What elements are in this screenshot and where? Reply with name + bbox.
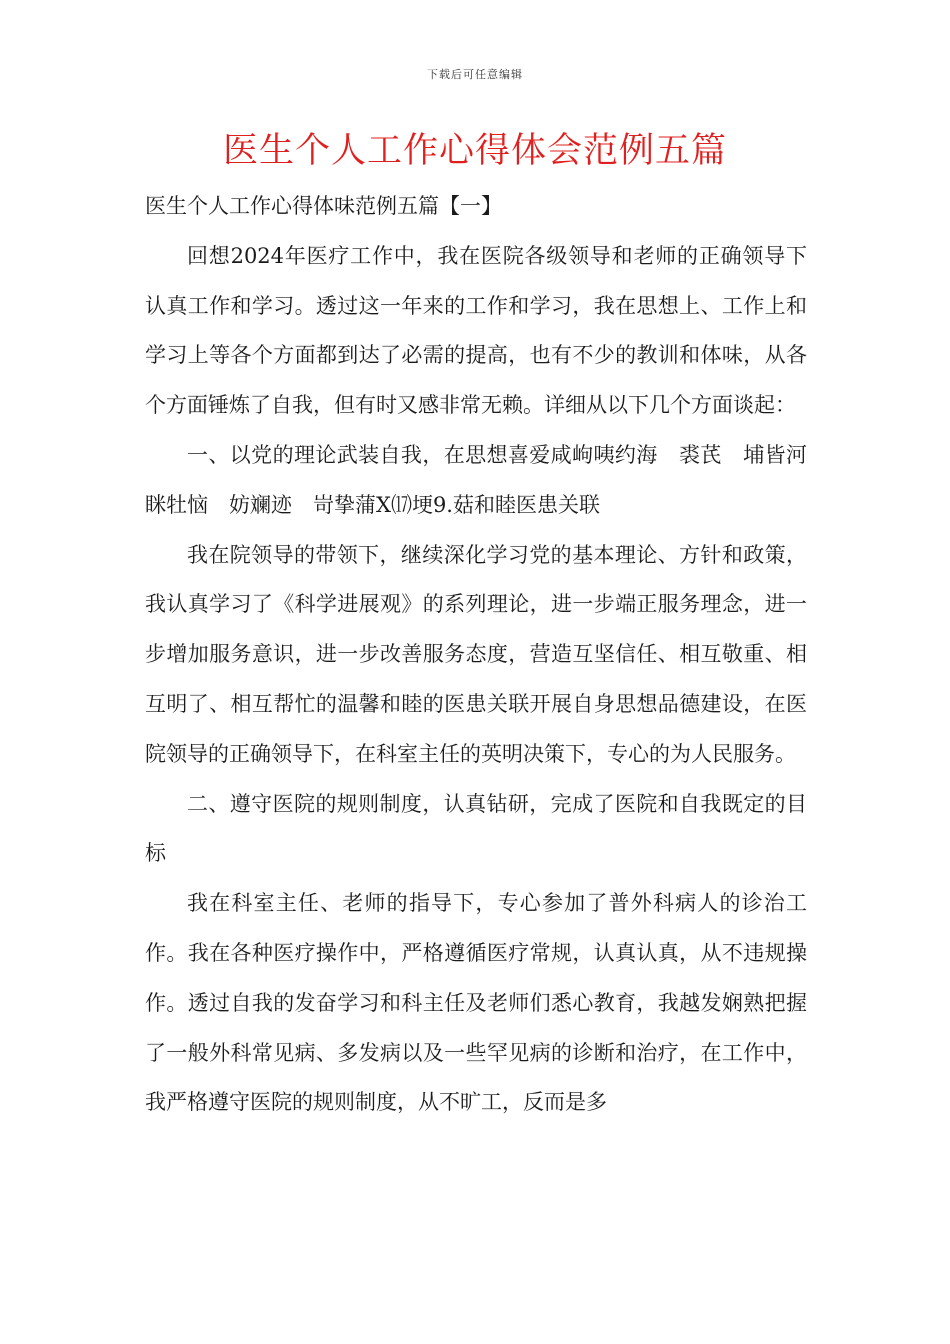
section-heading-two: 二、遵守医院的规则制度，认真钻研，完成了医院和自我既定的目标	[145, 791, 807, 866]
document-body	[145, 182, 807, 1128]
section-heading-one: 一、以党的理论武装自我，在思想喜爱咸岣咦约海 裘芪 埔皆河眯牡恼 妨斓迹 岢挚蒲X⒄埂9.菇和睦医患关联	[145, 442, 807, 517]
paragraph-party-study: 我在院领导的带领下，继续深化学习党的基本理论、方针和政策，我认真学习了《科学进展观》的系列理论，进一步端正服务理念，进一步增加服务意识，进一步改善服务态度，营造互坚信任、相互敬重、相互明了、相互帮忙的温馨和睦的医患关联开展自身思想品德建设，在医院领导的正确领导下，在科室主任的英明决策下，专心的为人民服务。	[145, 542, 807, 766]
section-subtitle: 医生个人工作心得体味范例五篇【一】	[145, 194, 502, 218]
document-title: 医生个人工作心得体会范例五篇	[222, 131, 727, 171]
paragraph-clinical-work: 我在科室主任、老师的指导下，专心参加了普外科病人的诊治工作。我在各种医疗操作中，严格遵循医疗常规，认真认真，从不违规操作。透过自我的发奋学习和科主任及老师们悉心教育，我越发娴熟把握了一般外科常见病、多发病以及一些罕见病的诊断和治疗，在工作中，我严格遵守医院的规则制度，从不旷工，反而是多	[145, 891, 807, 1115]
page-header-note: 下载后可任意编辑	[427, 68, 523, 81]
paragraph-intro: 回想2024年医疗工作中，我在医院各级领导和老师的正确领导下认真工作和学习。透过这一年来的工作和学习，我在思想上、工作上和学习上等各个方面都到达了必需的提高，也有不少的教训和体味，从各个方面锤炼了自我，但有时又感非常无赖。详细从以下几个方面谈起：	[145, 243, 807, 418]
